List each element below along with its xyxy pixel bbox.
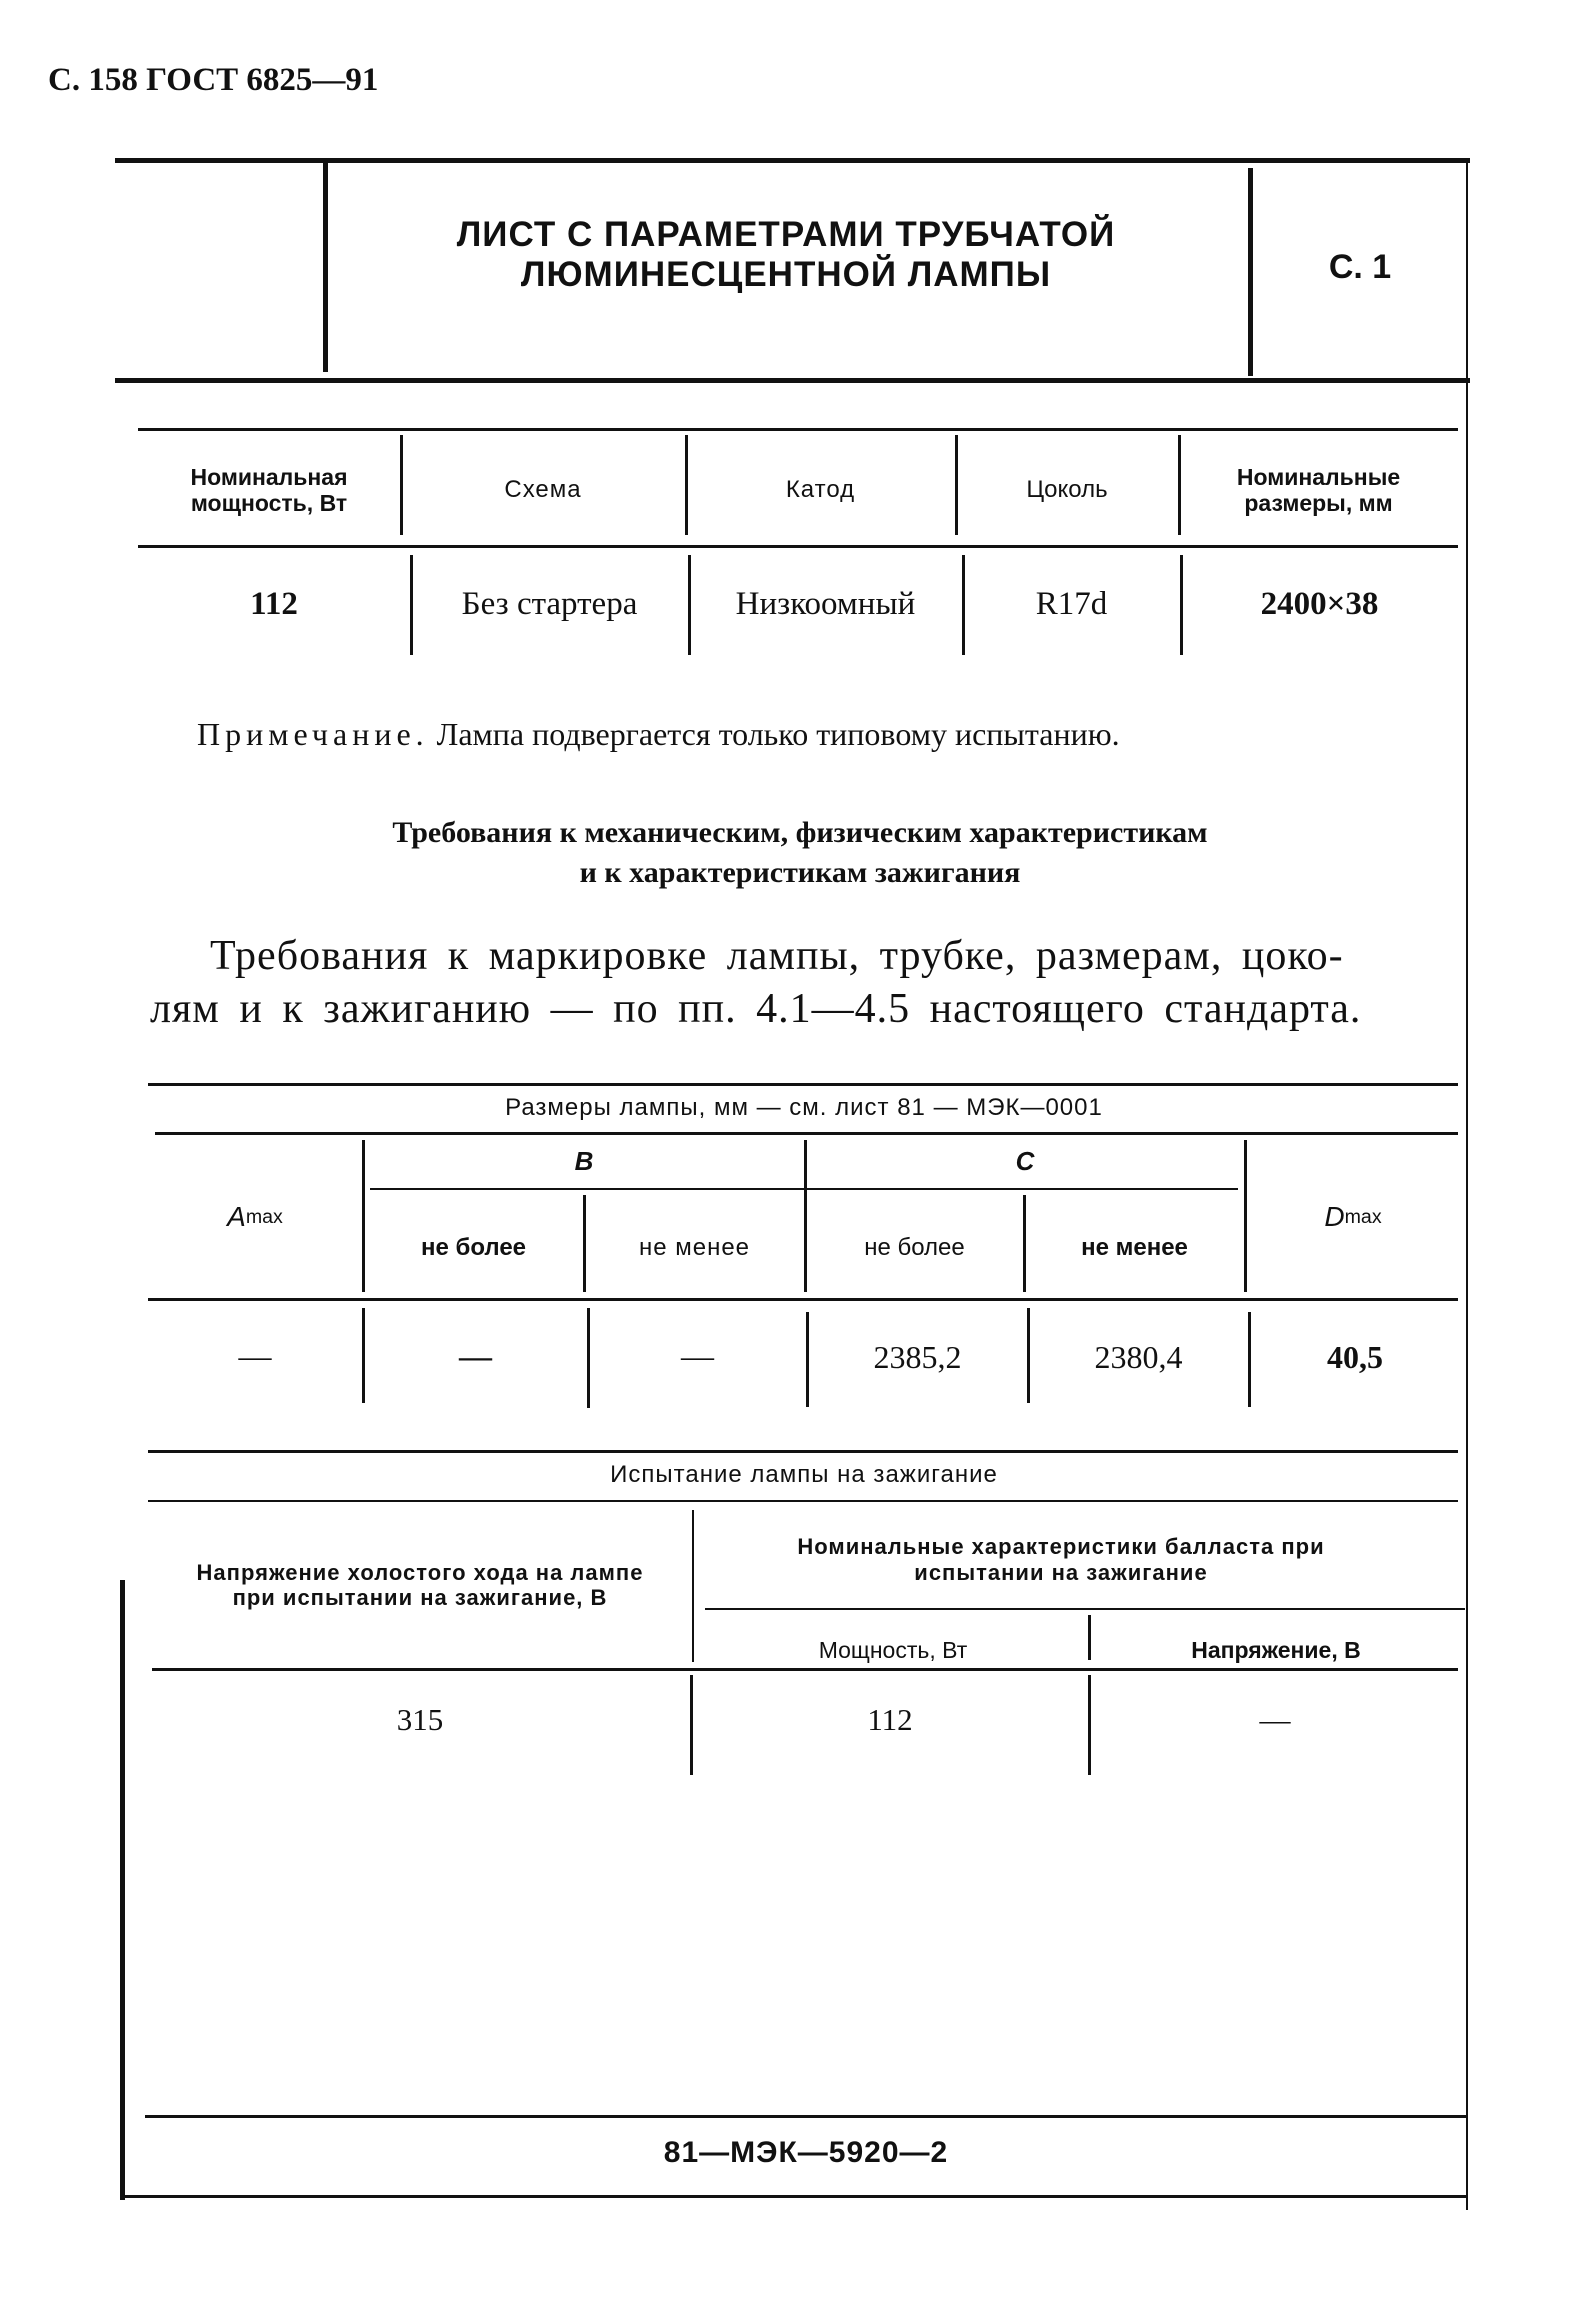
cell-power: 112 [250, 586, 298, 623]
ignition-cell-power: 112 [867, 1702, 913, 1738]
footer-sheet-code: 81—МЭК—5920—2 [663, 2135, 949, 2169]
cell-base: R17d [1035, 586, 1108, 623]
dims-row-divider-3 [806, 1312, 809, 1407]
dims-col-divider-c1-c2 [1023, 1195, 1026, 1292]
dims-sub-b-min: не менее [638, 1233, 751, 1261]
note [197, 716, 1120, 753]
dims-row-divider-4 [1027, 1308, 1030, 1403]
page-frame-right [1466, 160, 1468, 2210]
dims-sub-b-max: не более [420, 1233, 527, 1261]
sheet-title-line-1: ЛИСТ С ПАРАМЕТРАМИ ТРУБЧАТОЙ [456, 214, 1116, 254]
sheet-title-line-2: ЛЮМИНЕСЦЕНТНОЙ ЛАМПЫ [520, 255, 1052, 294]
dims-table-caption: Размеры лампы, мм — см. лист 81 — МЭК—0001 [505, 1094, 1103, 1122]
dims-row-divider-1 [362, 1308, 365, 1403]
dims-header-b: B [574, 1146, 594, 1177]
header-base: Цоколь [1026, 476, 1108, 504]
cell-cathode: Низкоомный [735, 586, 916, 623]
ignition-table-top-rule [148, 1450, 1458, 1453]
dims-col-divider-b-c [804, 1140, 807, 1292]
dims-row-divider-2 [587, 1308, 590, 1408]
ignition-header-voltage: Напряжение холостого хода на лампе при испытании на зажигание, В [196, 1559, 644, 1610]
ignition-table-caption: Испытание лампы на зажигание [610, 1461, 998, 1489]
cell-dimensions: 2400×38 [1260, 586, 1379, 623]
requirements-heading-line-1: Требования к механическим, физическим характеристикам [392, 815, 1208, 849]
ignition-table-group-rule [705, 1608, 1465, 1610]
dims-col-divider-b1-b2 [583, 1195, 586, 1292]
dims-cell-d: 40,5 [1327, 1339, 1383, 1376]
header-scheme: Схема [504, 476, 582, 504]
header-power: Номинальная мощность, Вт [190, 463, 348, 516]
dims-cell-b-max: — [459, 1338, 492, 1375]
dims-header-d-sub: max [1344, 1206, 1382, 1229]
dims-col-divider-c-d [1244, 1140, 1247, 1292]
dims-row-divider-5 [1248, 1312, 1251, 1407]
dims-header-d-letter: D [1324, 1201, 1345, 1233]
cell-scheme: Без стартера [461, 586, 638, 623]
dims-header-d [1248, 1140, 1458, 1295]
dims-col-divider-a-b [362, 1140, 365, 1292]
header-cathode: Катод [785, 476, 856, 504]
ignition-row-divider-1 [690, 1675, 693, 1775]
dims-header-a-letter: A [227, 1201, 246, 1233]
dims-cell-b-min: — [681, 1338, 714, 1375]
dims-table-top-rule [148, 1083, 1458, 1086]
note-label: Примечание. [197, 716, 429, 752]
note-text: Лампа подвергается только типовому испытанию. [436, 716, 1120, 752]
dims-sub-c-min: не менее [1081, 1233, 1188, 1261]
header-dimensions: Номинальные размеры, мм [1236, 463, 1401, 516]
requirements-heading-line-2: и к характеристикам зажигания [579, 856, 1021, 889]
ignition-col-divider-2 [1088, 1615, 1091, 1660]
page-header: С. 158 ГОСТ 6825—91 [48, 62, 379, 98]
requirements-text-line-1: Требования к маркировке лампы, трубке, размерам, цоко- [210, 933, 1344, 979]
ignition-row-divider-2 [1088, 1675, 1091, 1775]
dims-header-a [150, 1140, 360, 1295]
requirements-heading [150, 808, 1450, 898]
dims-table-caption-rule [155, 1132, 1458, 1135]
footer-top-rule [145, 2115, 1467, 2118]
ignition-table-caption-rule [148, 1500, 1458, 1502]
requirements-text [150, 930, 1460, 1035]
title-block-top-rule [115, 158, 1470, 163]
dims-cell-c-max: 2385,2 [873, 1339, 962, 1376]
main-table-header-rule [138, 545, 1458, 548]
title-block-bottom-rule [115, 378, 1470, 383]
requirements-text-line-2: лям и к зажиганию — по пп. 4.1—4.5 настоящего стандарта. [150, 985, 1362, 1032]
ignition-cell-voltage-2: — [1259, 1702, 1291, 1738]
dims-cell-a: — [238, 1338, 272, 1375]
sheet-page-number: С. 1 [1328, 248, 1392, 287]
dims-header-a-sub: max [245, 1206, 283, 1229]
title-block-divider-right [1248, 168, 1253, 376]
ignition-header-ballast: Номинальные характеристики балласта при испытании на зажигание [797, 1534, 1325, 1585]
sheet-title [330, 200, 1242, 310]
page-frame-left [120, 1580, 125, 2200]
ignition-cell-voltage: 315 [396, 1702, 444, 1738]
dims-cell-c-min: 2380,4 [1094, 1339, 1183, 1376]
ignition-header-power: Мощность, Вт [818, 1636, 968, 1663]
footer-bottom-rule [125, 2195, 1467, 2198]
main-table-top-rule [138, 428, 1458, 431]
dims-sub-c-max: не более [864, 1233, 965, 1261]
ignition-header-voltage-2: Напряжение, В [1191, 1636, 1361, 1663]
title-block-divider-left [323, 162, 328, 372]
dims-header-c: C [1015, 1146, 1035, 1177]
dims-table-header-rule [148, 1298, 1458, 1301]
ignition-col-divider-1 [692, 1510, 694, 1662]
ignition-table-header-rule [152, 1668, 1458, 1671]
